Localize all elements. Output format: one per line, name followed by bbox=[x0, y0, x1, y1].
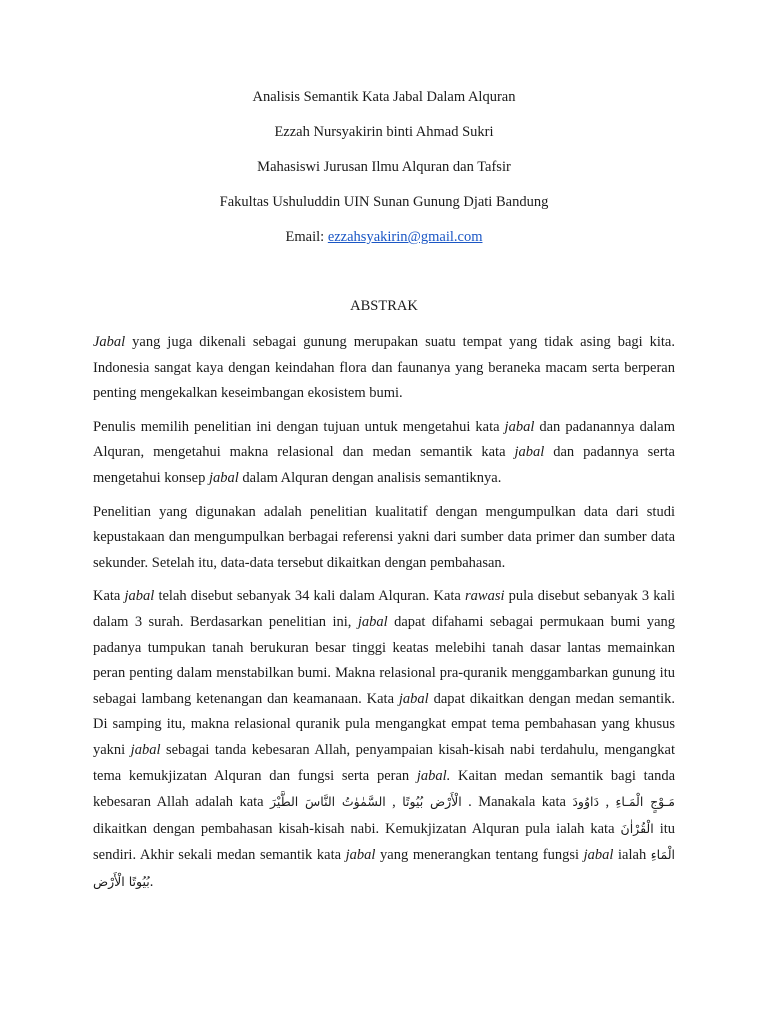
arabic-term: مَـوْجٍ الْمَـاءِ bbox=[615, 794, 675, 810]
abstract-paragraph-4: Kata jabal telah disebut sebanyak 34 kali dalam Alquran. Kata rawasi pula disebut sebanyak 3 kali dalam 3 surah. Berdasarkan penelitian ini, jabal dapat difahami sebagai permukaan bumi yang padanya tumpukan tanah berukuran besar tinggi keatas melebihi tanah dasar lantas memainkan peran penting dalam menstabilkan bumi. Makna relasional pra-quranik menggambarkan gunung itu sebagai lambang ketenangan dan keamanaan. Kata jabal dapat dikaitkan dengan medan semantik. Di samping itu, makna relasional quranik pula mengangkat empat tema pembahasan yang khusus yakni jabal sebagai tanda kebesaran Allah, penyampaian kisah-kisah nabi terdahulu, mengangkat tema kemukjizatan Alquran dan fungsi serta peran jabal. Kaitan medan semantik bagi tanda kebesaran Allah adalah kata الْأَرْض بُيُوتًا , السَّمٰوٰتُ النَّاسَ الطَّيْرَ . Manakala kata مَـوْجٍ الْمَـاءِ , دَاوُودَ dikaitkan dengan pembahasan kisah-kisah nabi. Kemukjizatan Alquran pula ialah kata الْقُرْاٰنَ itu sendiri. Akhir sekali medan semantik kata jabal yang menerangkan tentang fungsi jabal ialah الْمَاءِ بُيُوتًا الْأَرْض. bbox=[93, 588, 676, 890]
arabic-term: دَاوُودَ bbox=[572, 794, 600, 810]
abstract-body bbox=[93, 330, 675, 903]
arabic-term: الْأَرْض بُيُوتًا bbox=[402, 794, 462, 810]
paper-title: Analisis Semantik Kata Jabal Dalam Alquran bbox=[252, 89, 516, 105]
email-link[interactable]: ezzahsyakirin@gmail.com bbox=[327, 229, 483, 245]
abstract-paragraph-1: Jabal yang juga dikenali sebagai gunung merupakan suatu tempat yang tidak asing bagi kita. Indonesia sangat kaya dengan keindahan flora dan faunanya yang beraneka macam serta berperan penting mengekalkan keseimbangan ekosistem bumi. bbox=[93, 334, 675, 402]
abstract-paragraph-3: Penelitian yang digunakan adalah penelitian kualitatif dengan mengumpulkan data dari studi kepustakaan dan mengumpulkan berbagai referensi yakni dari sumber data primer dan sumber data sekunder. Setelah itu, data-data tersebut dikaitkan dengan pembahasan. bbox=[93, 503, 675, 571]
arabic-term: الْمَاءِ بُيُوتًا الْأَرْض bbox=[93, 847, 675, 889]
email-label: Email: bbox=[285, 229, 328, 245]
arabic-term: السَّمٰوٰتُ النَّاسَ الطَّيْرَ bbox=[270, 794, 386, 810]
email-line bbox=[0, 228, 768, 246]
author-name: Ezzah Nursyakirin binti Ahmad Sukri bbox=[274, 124, 494, 140]
abstract-heading: ABSTRAK bbox=[350, 298, 418, 314]
abstract-paragraph-2: Penulis memilih penelitian ini dengan tujuan untuk mengetahui kata jabal dan padanannya dalam Alquran, mengetahui makna relasional dan medan semantik kata jabal dan padannya serta mengetahui konsep jabal dalam Alquran dengan analisis semantiknya. bbox=[93, 418, 675, 486]
author-role: Mahasiswi Jurusan Ilmu Alquran dan Tafsir bbox=[257, 159, 511, 175]
arabic-term: الْقُرْاٰنَ bbox=[620, 820, 654, 836]
author-faculty: Fakultas Ushuluddin UIN Sunan Gunung Djati Bandung bbox=[219, 194, 549, 210]
